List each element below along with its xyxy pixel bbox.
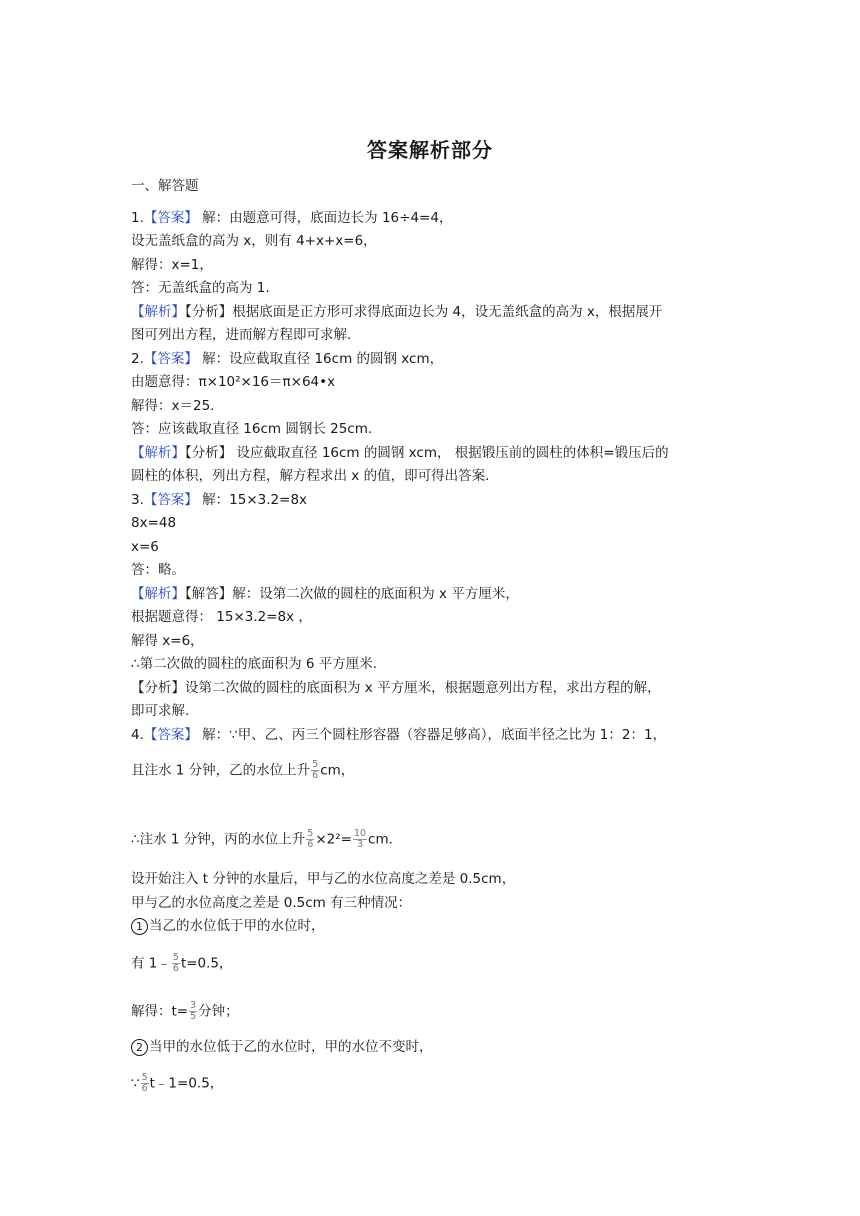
- q1-number: 1.: [131, 210, 144, 226]
- q4-line1: 解：∵甲、乙、丙三个圆柱形容器（容器足够高），底面半径之比为 1：2：1，: [197, 727, 667, 743]
- q4-sol1: [131, 1001, 239, 1022]
- page-title: 答案解析部分: [367, 138, 493, 162]
- q4-eq2-pre: ∵: [131, 1075, 140, 1092]
- fraction-5-6: [172, 953, 180, 974]
- q4-sol1-post: 分钟；: [198, 1003, 239, 1020]
- q4-line3-text: ∴注水 1 分钟，丙的水位上升: [131, 831, 306, 848]
- q4-eq2: [131, 1073, 223, 1094]
- q3-analysis-line4: ∴第二次做的圆柱的底面积为 6 平方厘米.: [131, 656, 378, 672]
- q3-analysis-line3: 解得 x=6，: [131, 633, 204, 649]
- fraction-5-6: [306, 829, 314, 850]
- q4-eq2-post: t﹣1=0.5，: [149, 1075, 224, 1092]
- q4-number: 4.: [131, 727, 144, 743]
- q1-line4: 答：无盖纸盒的高为 1.: [131, 280, 270, 296]
- q2-analysis-line2: 圆柱的体积，列出方程，解方程求出 x 的值，即可得出答案.: [131, 468, 490, 484]
- q1-analysis-tag: 【解析】: [131, 304, 185, 320]
- fraction-10-3: [353, 829, 367, 850]
- fraction-denominator: 5: [190, 1011, 197, 1022]
- fraction-5-6: [311, 760, 319, 781]
- q2-analysis-line1: [131, 443, 669, 463]
- section-heading: 一、解答题: [131, 178, 199, 194]
- q2-number: 2.: [131, 351, 144, 367]
- q4-eq1: [131, 953, 233, 974]
- q4-eq1-post: t=0.5，: [180, 955, 233, 972]
- q2-line3: 解得：x＝25.: [131, 398, 215, 414]
- fraction-denominator: 3: [356, 839, 363, 850]
- q1-analysis-line1: [131, 302, 662, 322]
- q4-line5: 甲与乙的水位高度之差是 0.5cm 有三种情况：: [131, 895, 412, 911]
- fraction-numerator: 10: [353, 828, 367, 839]
- fraction-denominator: 6: [141, 1083, 148, 1094]
- q3-analysis-line5: 【分析】设第二次做的圆柱的底面积为 x 平方厘米，根据题意列出方程，求出方程的解，: [131, 680, 661, 696]
- circled-number-icon: 1: [131, 918, 148, 935]
- fraction-numerator: 5: [141, 1072, 148, 1083]
- q3-answer-line: [131, 490, 307, 510]
- q3-line3: x=6: [131, 539, 159, 555]
- q4-line2: [131, 760, 354, 781]
- fraction-numerator: 3: [190, 1000, 197, 1011]
- q1-answer-line: [131, 208, 452, 228]
- q1-answer-tag: 【答案】: [143, 210, 198, 226]
- q3-answer-tag: 【答案】: [143, 492, 198, 508]
- fraction-denominator: 6: [172, 963, 179, 974]
- q2-line4: 答：应该截取直径 16cm 圆钢长 25cm.: [131, 421, 373, 437]
- q2-line2: 由题意得：π×10²×16＝π×64•x: [131, 374, 336, 390]
- fraction-numerator: 5: [312, 759, 319, 770]
- q2-analysis-tag: 【解析】: [131, 445, 185, 461]
- q3-analysis-text1: 【解答】解：设第二次做的圆柱的底面积为 x 平方厘米，: [185, 586, 519, 602]
- q3-analysis-tag: 【解析】: [131, 586, 185, 602]
- q4-case2-text: 当甲的水位低于乙的水位时，甲的水位不变时，: [149, 1039, 433, 1055]
- q4-line4: 设开始注入 t 分钟的水量后，甲与乙的水位高度之差是 0.5cm，: [131, 871, 516, 887]
- q2-answer-tag: 【答案】: [143, 351, 198, 367]
- q3-analysis-line1: [131, 584, 519, 604]
- q4-answer-tag: 【答案】: [143, 727, 198, 743]
- q3-line1: 解：15×3.2=8x: [197, 492, 308, 508]
- q1-analysis-line2: 图可列出方程，进而解方程即可求解.: [131, 327, 352, 343]
- fraction-3-5: [189, 1001, 197, 1022]
- q3-analysis-line2: 根据题意得： 15×3.2=8x ，: [131, 609, 312, 625]
- q3-line2: 8x=48: [131, 515, 177, 531]
- q1-line2: 设无盖纸盒的高为 x，则有 4+x+x=6，: [131, 233, 377, 249]
- q4-sol1-pre: 解得：t=: [131, 1003, 189, 1020]
- q3-line4: 答：略。: [131, 562, 185, 578]
- q4-line2-unit: cm，: [320, 762, 355, 779]
- fraction-denominator: 6: [312, 770, 319, 781]
- q1-analysis-text1: 【分析】根据底面是正方形可求得底面边长为 4，设无盖纸盒的高为 x，根据展开: [185, 304, 663, 320]
- fraction-numerator: 5: [172, 952, 179, 963]
- q4-eq1-pre: 有 1﹣: [131, 955, 171, 972]
- circled-number-icon: 2: [131, 1039, 148, 1056]
- q3-analysis-line6: 即可求解.: [131, 703, 190, 719]
- q1-line1: 解：由题意可得，底面边长为 16÷4=4，: [197, 210, 453, 226]
- q4-case2: [131, 1037, 433, 1057]
- q4-case1: [131, 916, 325, 936]
- q4-line3-unit: cm．: [368, 831, 403, 848]
- q4-line2-text: 且注水 1 分钟，乙的水位上升: [131, 762, 311, 779]
- fraction-numerator: 5: [307, 828, 314, 839]
- q2-analysis-text1: 【分析】 设应截取直径 16cm 的圆钢 xcm， 根据锻压前的圆柱的体积=锻压后的: [185, 445, 669, 461]
- q2-line1: 解：设应截取直径 16cm 的圆钢 xcm，: [197, 351, 444, 367]
- q4-line3: [131, 829, 402, 850]
- q4-case1-text: 当乙的水位低于甲的水位时，: [149, 918, 325, 934]
- fraction-denominator: 6: [307, 839, 314, 850]
- fraction-5-6: [141, 1073, 149, 1094]
- q3-number: 3.: [131, 492, 144, 508]
- q2-answer-line: [131, 349, 443, 369]
- q4-line3-mid: ×2²=: [315, 831, 352, 848]
- q4-answer-line: [131, 725, 666, 745]
- q1-line3: 解得：x=1，: [131, 257, 213, 273]
